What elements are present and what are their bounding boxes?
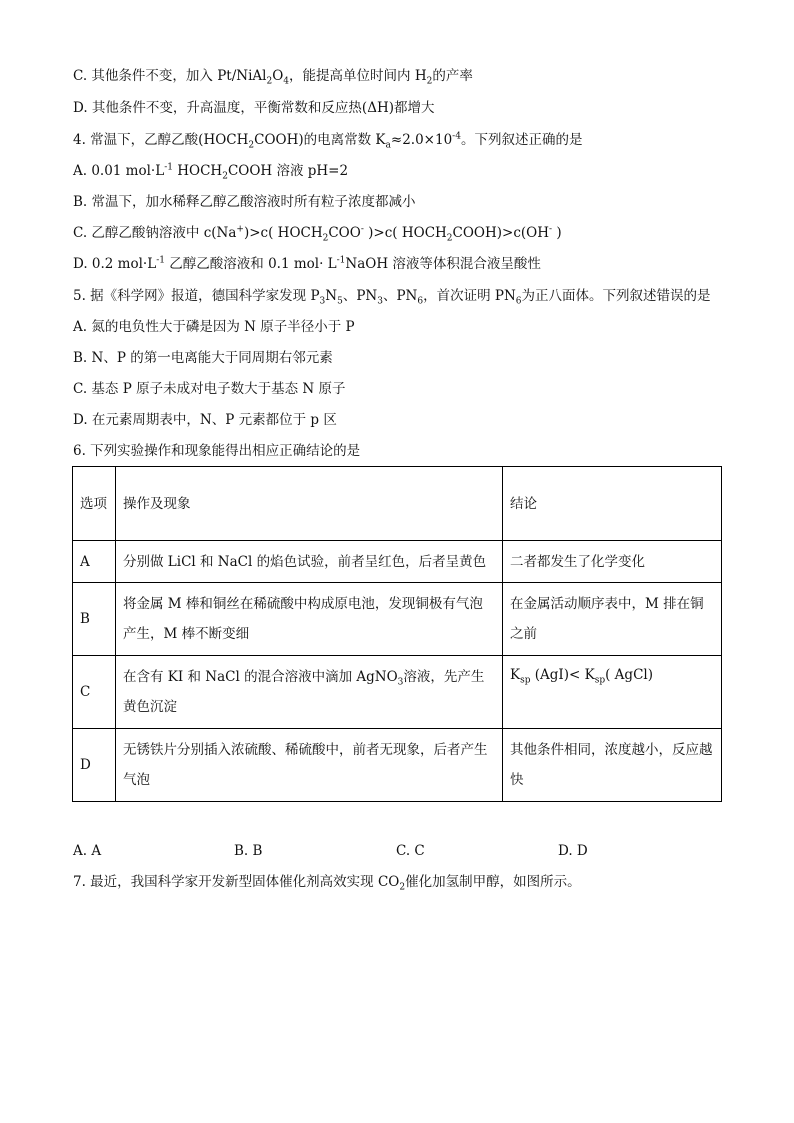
- q5-stem: 5. 据《科学网》报道，德国科学家发现 $P_3N_5$、$PN_3$、$PN_6$，首次证明 $PN_6$为正八面体。下列叙述错误的是: [73, 288, 711, 307]
- row-option: B: [73, 583, 116, 656]
- header-conclusion: 结论: [503, 467, 722, 541]
- table-row: [73, 729, 722, 802]
- row-option: D: [73, 729, 116, 802]
- q4-stem: 4. 常温下，乙醇乙酸$(HOCH_2COOH)$的电离常数 $K_a\approx 2.0\times 10^{-4}$。下列叙述正确的是: [73, 131, 583, 151]
- row-operation: 将金属 M 棒和铜丝在稀硫酸中构成原电池，发现铜极有气泡产生，M 棒不断变细: [116, 583, 503, 656]
- experiment-table: [72, 466, 722, 802]
- q7-stem: 7. 最近，我国科学家开发新型固体催化剂高效实现 $CO_2$催化加氢制甲醇，如图所示。: [73, 874, 581, 893]
- q4-option-c: C. 乙醇乙酸钠溶液中 c(Na+)>c( $HOCH_2COO^-$ )>c( $HOCH_2COOH)>c(OH^-$ ): [73, 224, 562, 244]
- answer-choice-c: C. C: [396, 843, 425, 859]
- q3-option-d: D. 其他条件不变，升高温度，平衡常数和反应热(ΔH)都增大: [73, 100, 435, 116]
- row-conclusion: 其他条件相同，浓度越小，反应越快: [503, 729, 722, 802]
- q4-option-b: B. 常温下，加水稀释乙醇乙酸溶液时所有粒子浓度都减小: [73, 194, 416, 210]
- row-option: C: [73, 656, 116, 729]
- q4-option-d: D. 0.2 $mol\cdot L^{-1}$ 乙醇乙酸溶液和 0.1 $mol\cdot L^{-1}NaOH$ 溶液等体积混合液呈酸性: [73, 255, 541, 272]
- row-operation: 在含有 KI 和 NaCl 的混合溶液中滴加 AgNO$_3$溶液，先产生黄色沉淀: [116, 656, 503, 729]
- header-operation: 操作及现象: [116, 467, 503, 541]
- answer-choice-d: D. D: [558, 843, 588, 859]
- table-header-row: [73, 467, 722, 541]
- q5-option-c: C. 基态 P 原子未成对电子数大于基态 N 原子: [73, 381, 346, 397]
- table-row: [73, 541, 722, 583]
- row-conclusion: 二者都发生了化学变化: [503, 541, 722, 583]
- q6-stem: 6. 下列实验操作和现象能得出相应正确结论的是: [73, 443, 361, 459]
- table-row: [73, 583, 722, 656]
- row-operation: 无锈铁片分别插入浓硫酸、稀硫酸中，前者无现象，后者产生气泡: [116, 729, 503, 802]
- q5-option-a: A. 氮的电负性大于磷是因为 N 原子半径小于 P: [73, 319, 355, 335]
- header-option: 选项: [73, 467, 116, 541]
- answer-choice-a: A. A: [73, 843, 102, 859]
- q5-option-d: D. 在元素周期表中，N、P 元素都位于 p 区: [73, 412, 337, 428]
- row-conclusion: 在金属活动顺序表中，M 排在铜之前: [503, 583, 722, 656]
- answer-choice-b: B. B: [234, 843, 263, 859]
- q5-option-b: B. N、P 的第一电离能大于同周期右邻元素: [73, 350, 333, 366]
- row-operation: 分别做 LiCl 和 NaCl 的焰色试验，前者呈红色，后者呈黄色: [116, 541, 503, 583]
- q4-option-a: A. 0.01 $mol\cdot L^{-1}$ $HOCH_2COOH$ 溶液 pH=2: [73, 162, 349, 182]
- table-row: [73, 656, 722, 729]
- row-option: A: [73, 541, 116, 583]
- q3-option-c: C. 其他条件不变，加入 $Pt/NiAl_2O_4$，能提高单位时间内 $H_2$的产率: [73, 68, 473, 87]
- row-conclusion: $K_{sp}$ $(AgI)< K_{sp}$( AgCl): [503, 656, 722, 729]
